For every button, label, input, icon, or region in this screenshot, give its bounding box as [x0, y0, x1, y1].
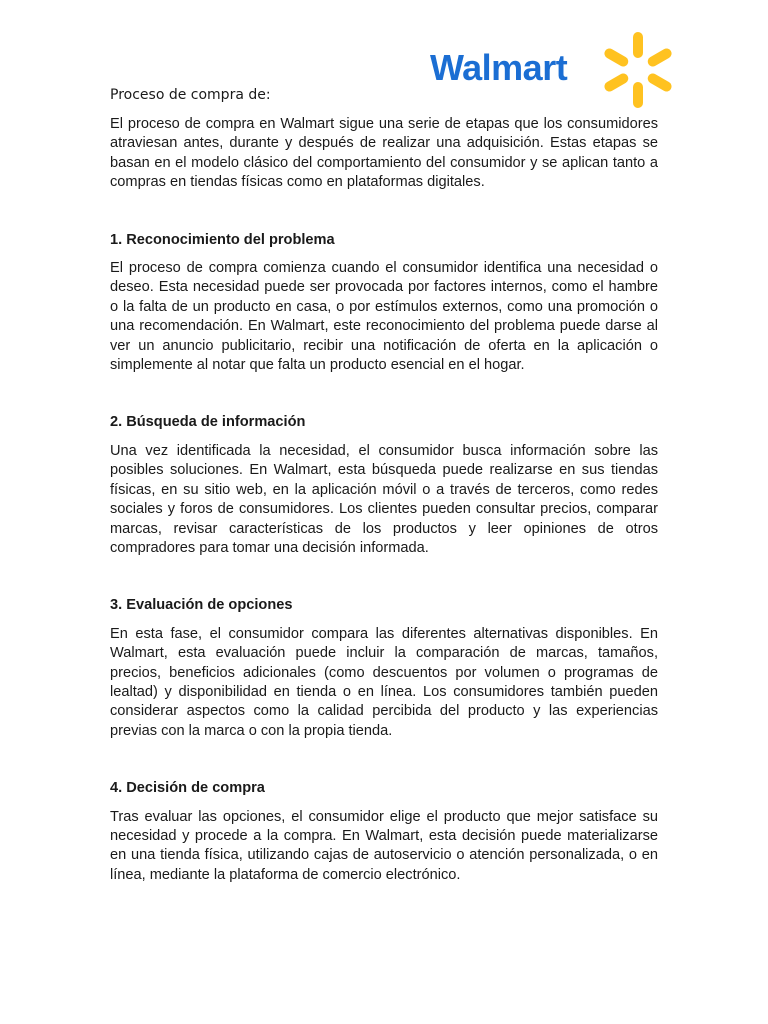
section-heading-decision: 4. Decisión de compra: [110, 780, 265, 797]
section-heading-busqueda: 2. Búsqueda de información: [110, 414, 306, 431]
intro-paragraph: El proceso de compra en Walmart sigue una serie de etapas que los consumidores atraviesan antes, durante y después de realizar una adquisición. Estas etapas se basan en el modelo clásico del comportamiento del consumidor y se aplican tanto a compras en tiendas físicas como en plataformas digitales.: [110, 116, 658, 191]
section-body-busqueda: Una vez identificada la necesidad, el consumidor busca información sobre las posibles soluciones. En Walmart, esta búsqueda puede realizarse en sus tiendas físicas, en su sitio web, en la aplicación móvil o a través de terceros, como redes sociales y foros de consumidores. Los clientes pueden consultar precios, comparar marcas, revisar características de los productos y leer opiniones de otros compradores para tomar una decisión informada.: [110, 442, 658, 556]
document-body: [110, 115, 658, 885]
logo-wordmark: Walmart: [430, 47, 568, 88]
section-heading-evaluacion: 3. Evaluación de opciones: [110, 597, 293, 614]
section-body-decision: Tras evaluar las opciones, el consumidor elige el producto que mejor satisface su necesidad y procede a la compra. En Walmart, esta decisión puede materializarse en una tienda física, utilizando cajas de autoservicio o atención personalizada, o en línea, mediante la plataforma de comercio electrónico.: [110, 808, 658, 883]
page-title: Proceso de compra de:: [110, 87, 271, 103]
section-body-evaluacion: En esta fase, el consumidor compara las diferentes alternativas disponibles. En Walmart, esta evaluación puede incluir la comparación de marcas, tamaños, precios, beneficios adicionales (como descuentos por volumen o programas de lealtad) y disponibilidad en tienda o en línea. Los consumidores también pueden considerar aspectos como la calidad percibida del producto y las experiencias previas con la marca o con la propia tienda.: [110, 625, 658, 739]
section-body-reconocimiento: El proceso de compra comienza cuando el consumidor identifica una necesidad o deseo. Esta necesidad puede ser provocada por factores internos, como el hambre o la falta de un producto en casa, o por estímulos externos, como una promoción o una recomendación. En Walmart, este reconocimiento del problema puede darse al ver un anuncio publicitario, recibir una notificación de oferta en la aplicación o simplemente al notar que falta un producto esencial en el hogar.: [110, 260, 658, 374]
walmart-logo: [430, 30, 682, 110]
spark-icon: [598, 30, 682, 110]
section-heading-reconocimiento: 1. Reconocimiento del problema: [110, 231, 335, 248]
